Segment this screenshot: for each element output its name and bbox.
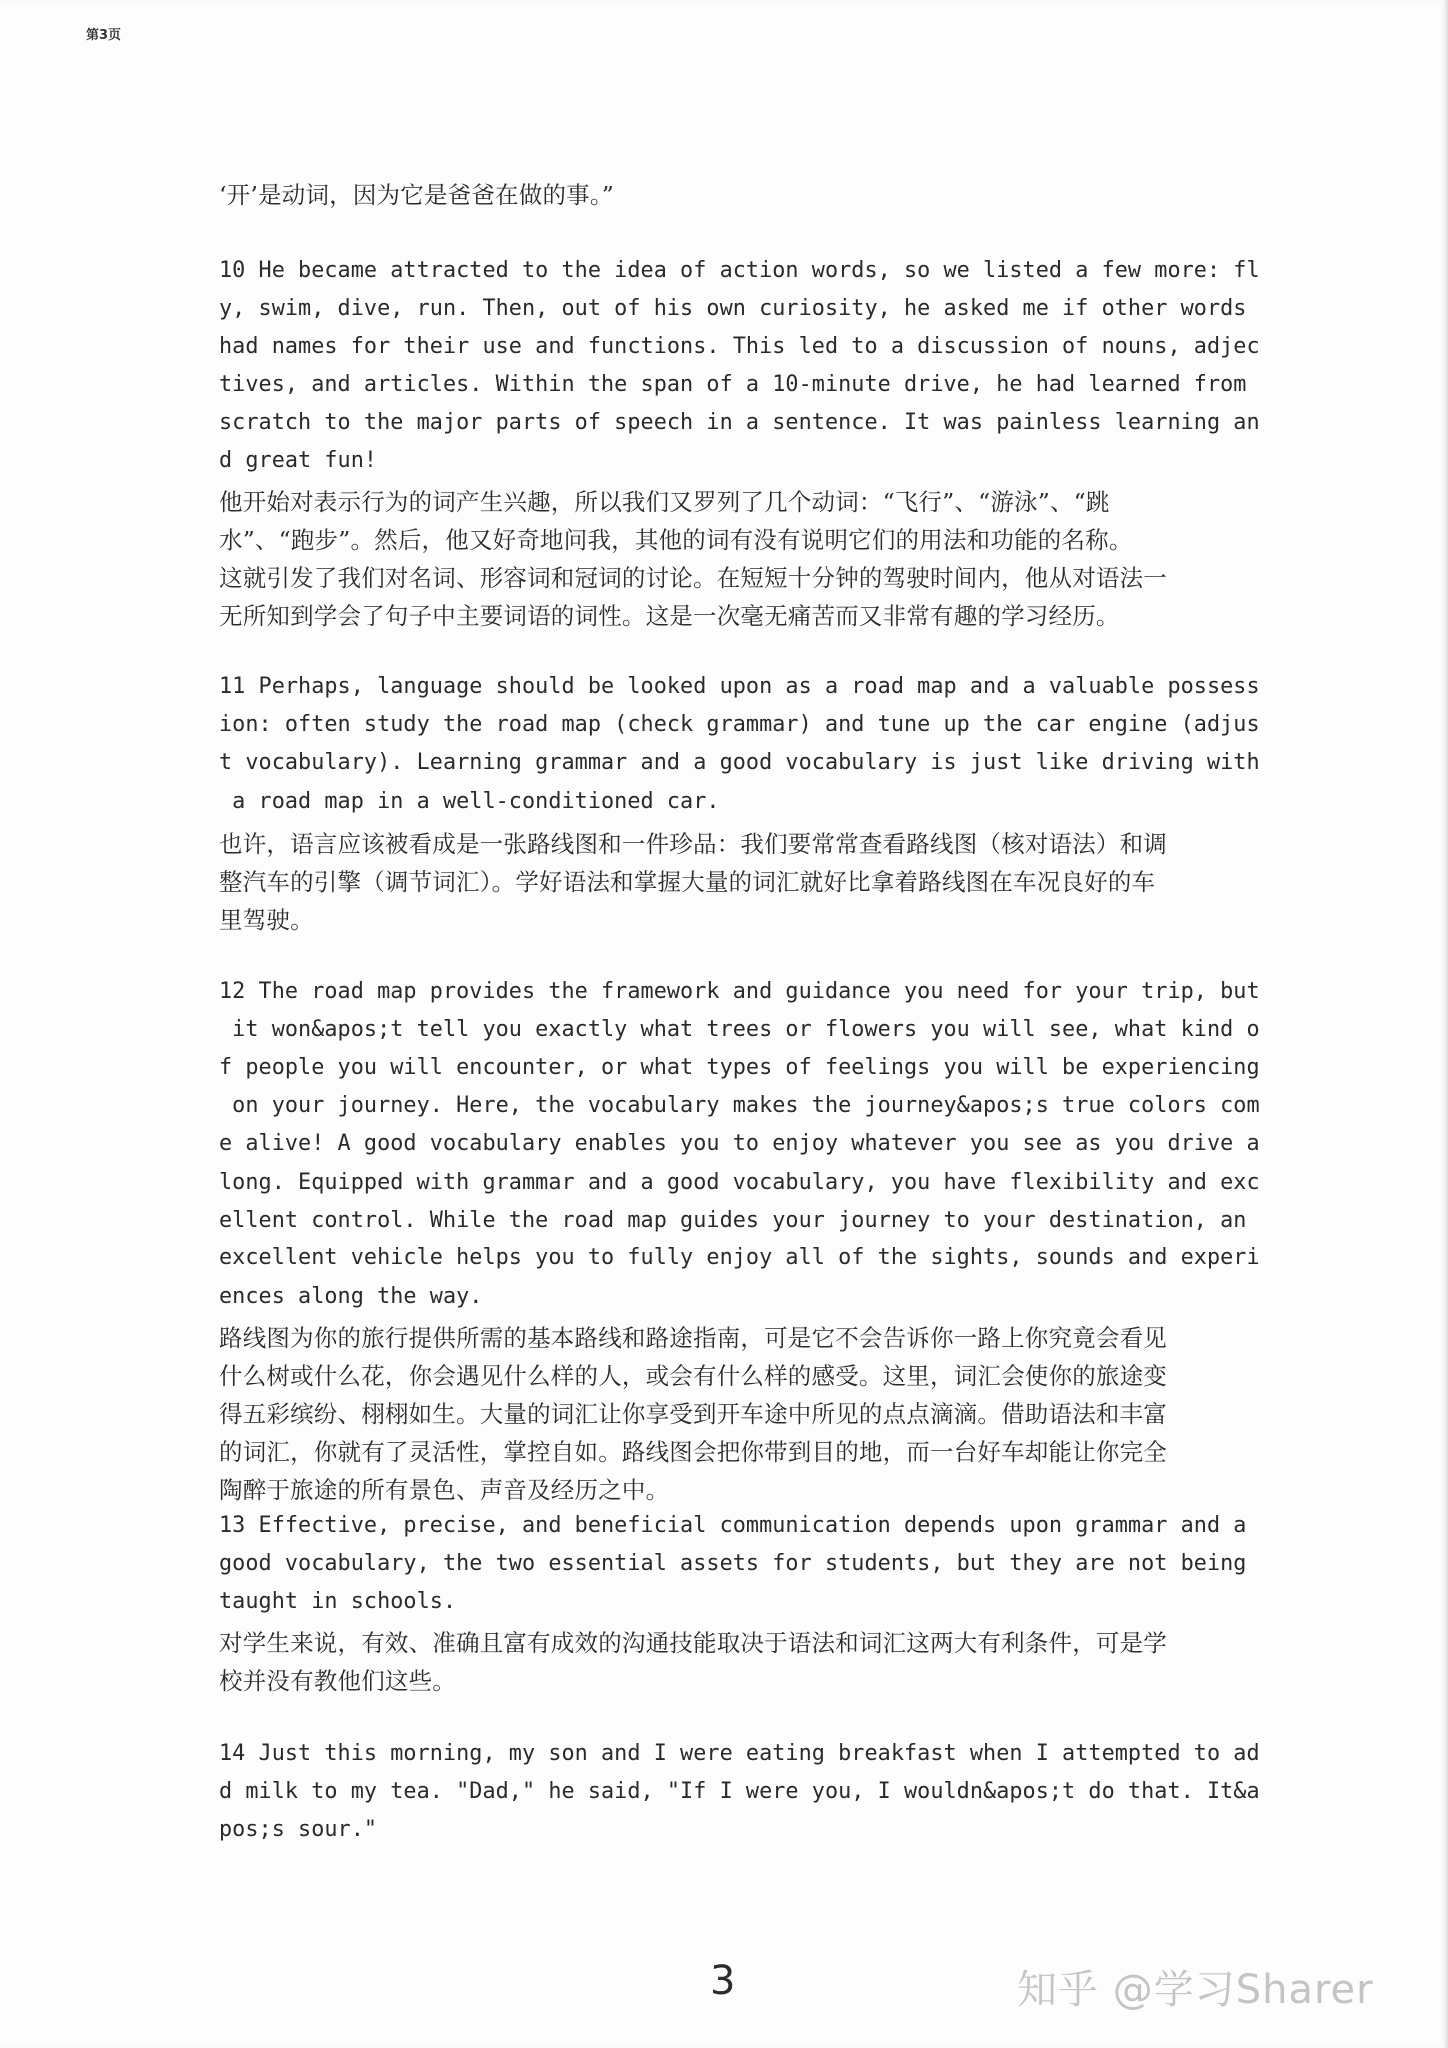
text-line: ion: often study the road map (check grammar) and tune up the car engine (adjus: [219, 712, 1260, 737]
text-line: had names for their use and functions. This led to a discussion of nouns, adjec: [219, 334, 1260, 359]
text-line: 这就引发了我们对名词、形容词和冠词的讨论。在短短十分钟的驾驶时间内，他从对语法一: [219, 564, 1167, 592]
text-line: scratch to the major parts of speech in a sentence. It was painless learning an: [219, 410, 1260, 435]
text-line: ences along the way.: [219, 1284, 483, 1309]
text-line: tives, and articles. Within the span of a 10-minute drive, he had learned from: [219, 372, 1247, 397]
text-line: taught in schools.: [219, 1589, 457, 1614]
text-line: on your journey. Here, the vocabulary makes the journey&apos;s true colors com: [219, 1093, 1260, 1118]
text-line: 陶醉于旅途的所有景色、声音及经历之中。: [219, 1476, 670, 1504]
text-line: pos;s sour.": [219, 1817, 378, 1842]
text-line: 校并没有教他们这些。: [219, 1667, 456, 1695]
text-line: long. Equipped with grammar and a good vocabulary, you have flexibility and exc: [219, 1170, 1260, 1195]
text-line: e alive! A good vocabulary enables you to enjoy whatever you see as you drive a: [219, 1131, 1260, 1156]
text-line: 对学生来说，有效、准确且富有成效的沟通技能取决于语法和词汇这两大有利条件，可是学: [219, 1629, 1167, 1657]
text-line: 13 Effective, precise, and beneficial communication depends upon grammar and a: [219, 1513, 1247, 1538]
watermark: 知乎 @学习Sharer: [1017, 1967, 1374, 2013]
text-line: 里驾驶。: [219, 906, 314, 934]
text-line: it won&apos;t tell you exactly what trees or flowers you will see, what kind o: [219, 1017, 1260, 1042]
text-line: 12 The road map provides the framework and guidance you need for your trip, but: [219, 979, 1260, 1004]
text-line: 14 Just this morning, my son and I were eating breakfast when I attempted to ad: [219, 1741, 1260, 1766]
text-line: 整汽车的引擎（调节词汇）。学好语法和掌握大量的词汇就好比拿着路线图在车况良好的车: [219, 868, 1156, 896]
text-line: 11 Perhaps, language should be looked upon as a road map and a valuable possess: [219, 674, 1260, 699]
text-line: a road map in a well-conditioned car.: [219, 789, 720, 814]
text-line: 得五彩缤纷、栩栩如生。大量的词汇让你享受到开车途中所见的点点滴滴。借助语法和丰富: [219, 1400, 1167, 1428]
text-line: 路线图为你的旅行提供所需的基本路线和路途指南，可是它不会告诉你一路上你究竟会看见: [219, 1324, 1167, 1352]
text-line: excellent vehicle helps you to fully enjoy all of the sights, sounds and experi: [219, 1245, 1260, 1270]
page-number: 3: [710, 1958, 736, 2004]
text-line: 水”、“跑步”。然后，他又好奇地问我，其他的词有没有说明它们的用法和功能的名称。: [219, 526, 1133, 554]
page-label: 第3页: [86, 28, 122, 43]
text-line: 也许，语言应该被看成是一张路线图和一件珍品：我们要常常查看路线图（核对语法）和调: [219, 830, 1167, 858]
text-line: 的词汇，你就有了灵活性，掌控自如。路线图会把你带到目的地，而一台好车却能让你完全: [219, 1438, 1167, 1466]
text-line: ‘开’是动词，因为它是爸爸在做的事。”: [219, 181, 615, 209]
text-line: f people you will encounter, or what types of feelings you will be experiencing: [219, 1055, 1260, 1080]
text-line: 什么树或什么花，你会遇见什么样的人，或会有什么样的感受。这里，词汇会使你的旅途变: [219, 1362, 1167, 1390]
text-line: good vocabulary, the two essential assets for students, but they are not being: [219, 1551, 1247, 1576]
text-line: d milk to my tea. "Dad," he said, "If I were you, I wouldn&apos;t do that. It&a: [219, 1779, 1260, 1804]
text-line: d great fun!: [219, 448, 378, 473]
text-line: 10 He became attracted to the idea of action words, so we listed a few more: fl: [219, 258, 1260, 283]
text-line: ellent control. While the road map guides your journey to your destination, an: [219, 1208, 1247, 1233]
text-line: 无所知到学会了句子中主要词语的词性。这是一次毫无痛苦而又非常有趣的学习经历。: [219, 602, 1120, 630]
text-line: y, swim, dive, run. Then, out of his own curiosity, he asked me if other words: [219, 296, 1247, 321]
text-line: t vocabulary). Learning grammar and a good vocabulary is just like driving with: [219, 750, 1260, 775]
text-line: 他开始对表示行为的词产生兴趣，所以我们又罗列了几个动词：“飞行”、“游泳”、“跳: [219, 488, 1110, 516]
